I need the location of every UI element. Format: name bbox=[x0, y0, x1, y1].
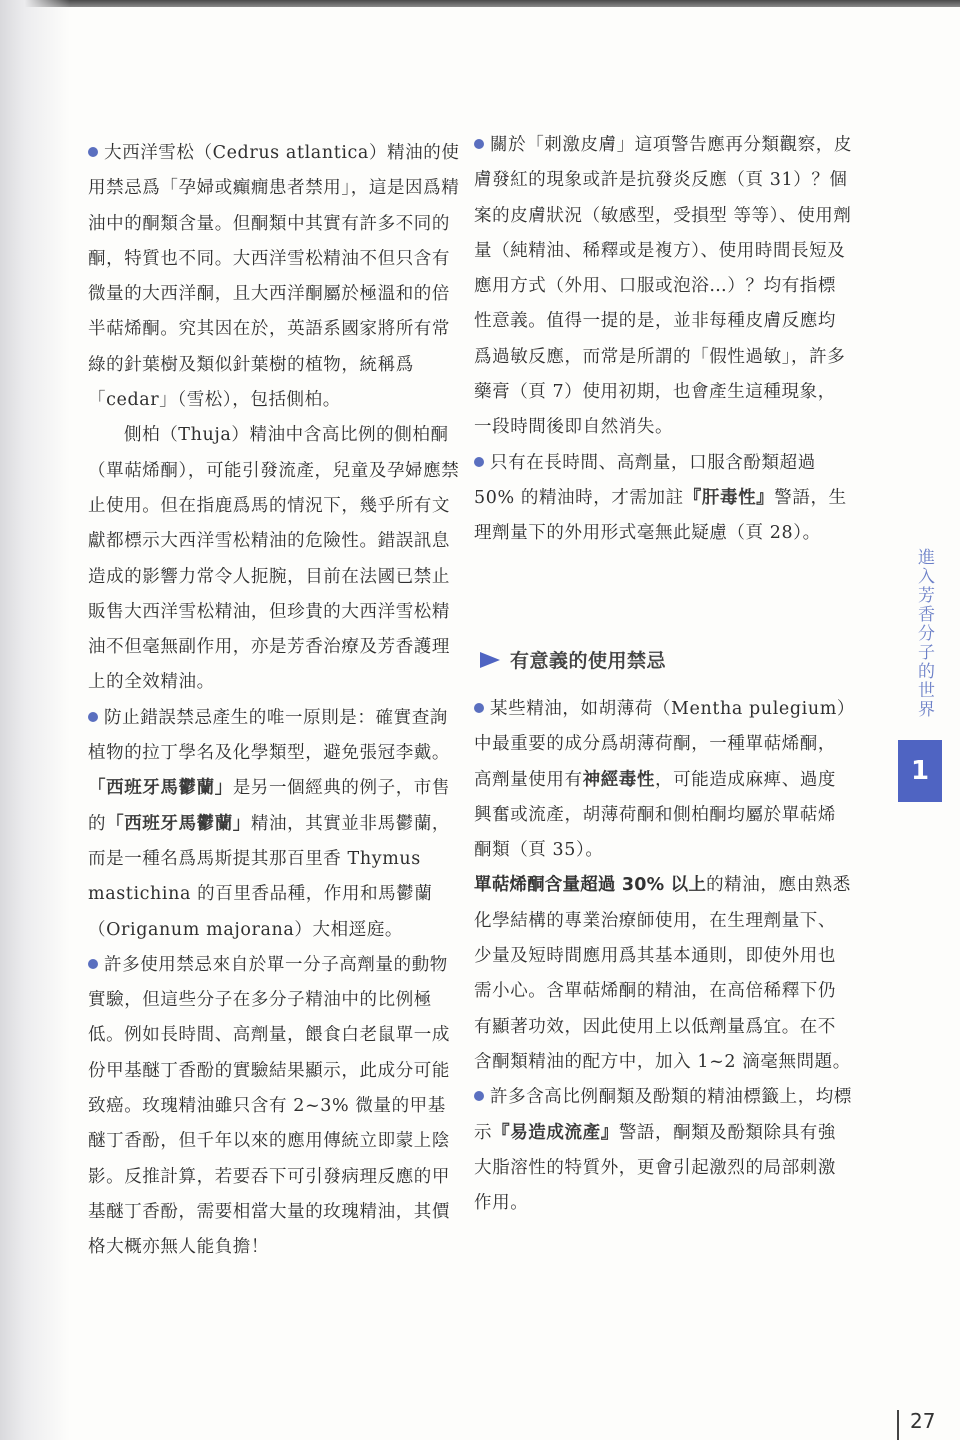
paragraph bbox=[474, 692, 852, 868]
chapter-number-tab: 1 bbox=[898, 740, 942, 802]
section-heading bbox=[480, 646, 666, 673]
page-number: 27 bbox=[910, 1409, 936, 1433]
bullet-icon bbox=[474, 1091, 484, 1101]
right-column-top bbox=[474, 128, 852, 552]
bullet-icon bbox=[88, 712, 98, 722]
emphasis-text: 「西班牙馬鬱蘭」 bbox=[106, 813, 251, 834]
body-text: 側柏（Thuja）精油中含高比例的側柏酮（單萜烯酮），可能引發流產，兒童及孕婦應禁止使用。但在指鹿爲馬的情況下，幾乎所有文獻都標示大西洋雪松精油的危險性。錯誤訊息造成的影響力常令人扼腕，目前在法國已禁止販售大西洋雪松精油，但珍貴的大西洋雪松精油不但毫無副作用，亦是芳香治療及芳香護理上的全效精油。 bbox=[88, 425, 460, 693]
paragraph bbox=[88, 701, 462, 948]
body-text: 只有在長時間、高劑量，口服含酚類超過 50% 的精油時，才需加註 bbox=[474, 452, 816, 508]
paragraph bbox=[474, 868, 852, 1080]
body-text: 防止錯誤禁忌產生的唯一原則是：確實查詢植物的拉丁學名及化學類型，避免張冠李戴。 bbox=[88, 707, 450, 764]
paragraph bbox=[88, 136, 462, 418]
paragraph bbox=[474, 1080, 852, 1221]
body-text: 警語，酮類及酚類除具有強大脂溶性的特質外，更會引起激烈的局部刺激作用。 bbox=[474, 1122, 837, 1214]
bullet-icon bbox=[88, 147, 98, 157]
paragraph bbox=[474, 446, 852, 552]
body-text: 大西洋雪松（Cedrus atlantica）精油的使用禁忌爲「孕婦或癲癇患者禁用」，這是因爲精油中的酮類含量。但酮類中其實有許多不同的酮，特質也不同。大西洋雪松精油不但只含有微量的大西洋酮，且大西洋酮屬於極溫和的倍半萜烯酮。究其因在於，英語系國家將所有常綠的針葉樹及類似針葉樹的植物，統稱爲「cedar」（雪松），包括側柏。 bbox=[88, 143, 460, 411]
emphasis-text: 『肝毒性』 bbox=[683, 487, 775, 508]
page-number-rule bbox=[897, 1410, 899, 1440]
scan-top-edge bbox=[0, 0, 960, 7]
bullet-icon bbox=[88, 959, 98, 969]
paragraph bbox=[88, 948, 462, 1266]
paragraph bbox=[88, 418, 462, 700]
body-text: ，可能造成麻痺、過度興奮或流產，胡薄荷酮和側柏酮均屬於單萜烯酮類（頁 35）。 bbox=[474, 769, 837, 861]
chapter-side-title: 進入芳香分子的世界 bbox=[914, 548, 934, 719]
body-text: 精油，其實並非馬鬱蘭，而是一種名爲馬斯提其那百里香 Thymus mastichina 的百里香品種，作用和馬鬱蘭（Origanum majorana）大相逕庭。 bbox=[88, 813, 451, 940]
bullet-icon bbox=[474, 703, 484, 713]
emphasis-text: 「西班牙馬鬱蘭」 bbox=[88, 778, 233, 799]
emphasis-text: 『易造成流產』 bbox=[492, 1122, 619, 1143]
body-text: 關於「刺激皮膚」這項警告應再分類觀察，皮膚發紅的現象或許是抗發炎反應（頁 31）？個案的皮膚狀況（敏感型，受損型 等等）、使用劑量（純精油、稀釋或是複方）、使用時間長短及應用方式（外用、口服或泡浴…）？均有指標性意義。值得一提的是，並非每種皮膚反應均爲過敏反應，而常是所謂的「假性過敏」，許多藥膏（頁 7）使用初期，也會產生這種現象，一段時間後即自然消失。 bbox=[474, 135, 852, 438]
body-text: 警語，生理劑量下的外用形式毫無此疑慮（頁 28）。 bbox=[474, 487, 847, 544]
right-column-bottom bbox=[474, 692, 852, 1221]
bullet-icon bbox=[474, 457, 484, 467]
emphasis-text: 單萜烯酮含量超過 30% 以上 bbox=[474, 875, 707, 896]
book-spine-shadow bbox=[0, 0, 70, 1440]
body-text: 是另一個經典的例子，市售的 bbox=[88, 778, 451, 834]
right-arrow-icon bbox=[480, 652, 500, 668]
paragraph bbox=[474, 128, 852, 446]
body-text: 許多使用禁忌來自於單一分子高劑量的動物實驗，但這些分子在多分子精油中的比例極低。例如長時間、高劑量，餵食白老鼠單一成份甲基醚丁香酚的實驗結果顯示，此成分可能致癌。玫瑰精油雖只含有 2~3% 微量的甲基醚丁香酚，但千年以來的應用傳統立即蒙上陰影。反推計算，若要吞下可引發病理反應的甲基醚丁香酚，需要相當大量的玫瑰精油，其價格大概亦無人能負擔！ bbox=[88, 954, 450, 1258]
body-text: 的精油，應由熟悉化學結構的專業治療師使用，在生理劑量下、少量及短時間應用爲其基本通則，即使外用也需小心。含單萜烯酮的精油，在高倍稀釋下仍有顯著功效，因此使用上以低劑量爲宜。在不含酮類精油的配方中，加入 1~2 滴毫無問題。 bbox=[474, 875, 851, 1072]
bullet-icon bbox=[474, 139, 484, 149]
left-column bbox=[88, 136, 462, 1266]
body-text: 某些精油，如胡薄荷（Mentha pulegium）中最重要的成分爲胡薄荷酮，一種單萜烯酮，高劑量使用有 bbox=[474, 699, 847, 790]
body-text: 許多含高比例酮類及酚類的精油標籤上，均標示 bbox=[474, 1087, 852, 1143]
section-heading-text: 有意義的使用禁忌 bbox=[510, 650, 667, 672]
emphasis-text: 神經毒性 bbox=[582, 769, 656, 790]
